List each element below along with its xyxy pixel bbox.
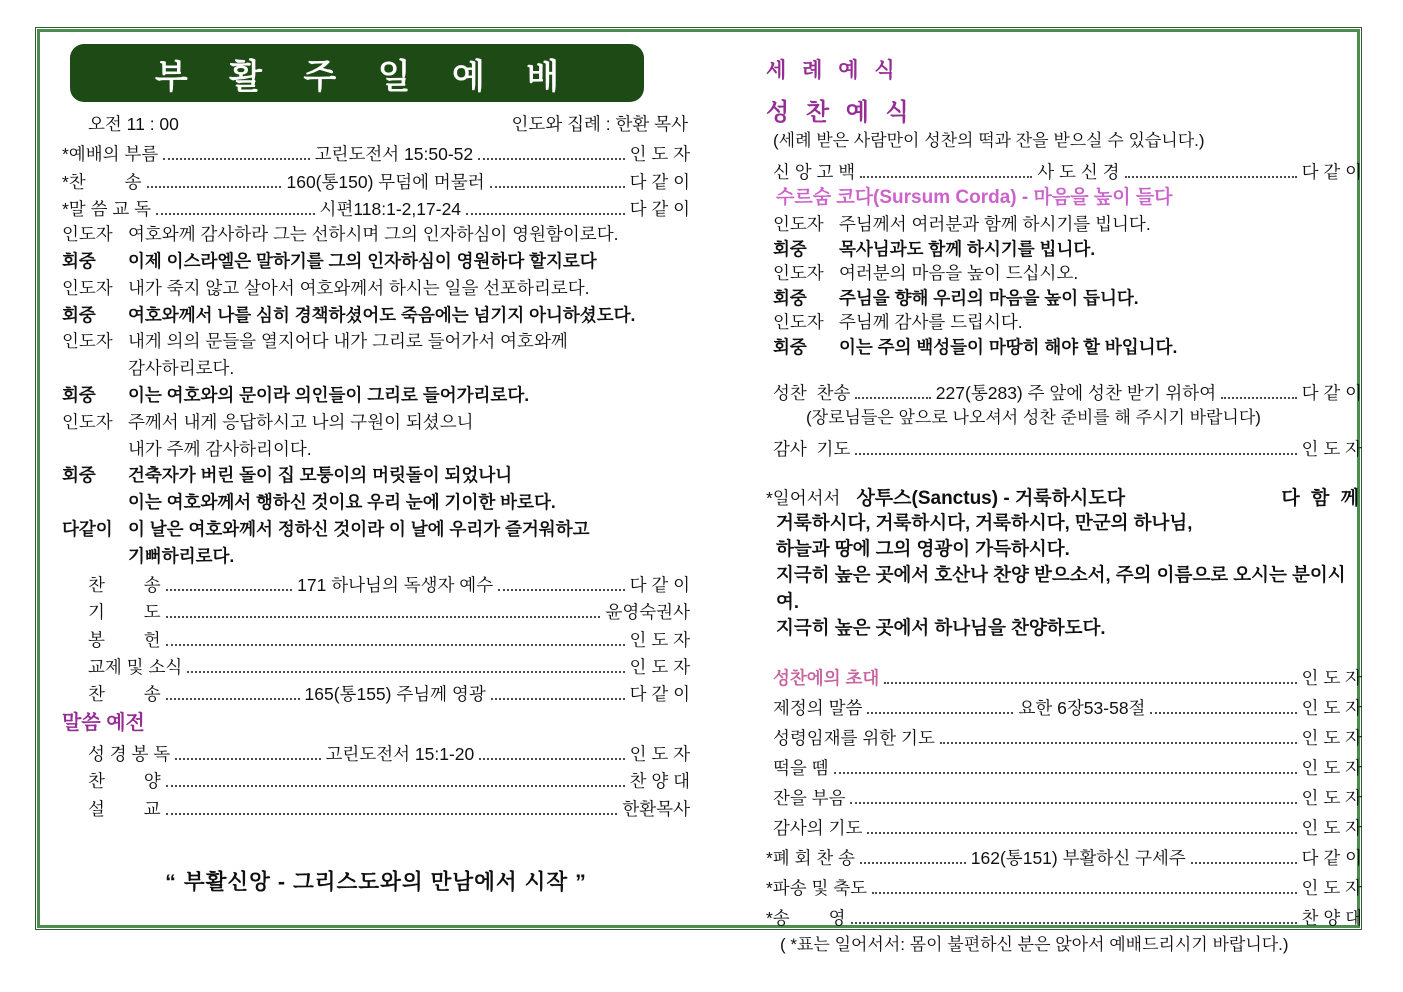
order-row-breaking-bread: [766, 750, 1362, 780]
order-performer: 다 같 이: [629, 171, 691, 192]
section-heading-communion: 성 찬 예 식: [766, 99, 914, 126]
order-label: *송 영: [766, 907, 846, 928]
responsive-text: 주님께 감사를 드립시다.: [839, 312, 1023, 333]
sanctus-line: 거룩하시다, 거룩하시다, 거룩하시다, 만군의 하나님,: [776, 511, 1193, 533]
page-border-frame: [35, 27, 1363, 954]
order-center: 고린도전서 15:50-52: [314, 144, 474, 165]
dot-leader: [867, 712, 1013, 714]
responsive-role: 회중: [62, 250, 96, 271]
order-label: *폐 회 찬 송: [766, 847, 856, 868]
responsive-line: [766, 286, 1362, 311]
dot-leader: [1150, 712, 1296, 714]
sanctus-title: 상투스(Sanctus) - 거룩하시도다: [856, 487, 1126, 509]
dot-leader: [872, 892, 1296, 894]
order-label: 감사 기도: [773, 438, 851, 459]
responsive-line: [62, 489, 690, 516]
order-row-closing-hymn: [766, 840, 1362, 870]
sanctus-line: 지극히 높은 곳에서 호산나 찬양 받으소서, 주의 이름으로 오시는 분이시여.: [776, 564, 1346, 612]
order-row-epiclesis: [766, 720, 1362, 750]
responsive-role: 인도자: [773, 312, 824, 333]
sanctus-stand-direction: *일어서서: [766, 487, 841, 508]
order-performer: 인 도 자: [1301, 727, 1362, 748]
page-title: 부 활 주 일 예 배: [154, 57, 576, 96]
order-center: 160(통150) 무덤에 머물러: [286, 171, 485, 192]
responsive-text: 건축자가 버린 돌이 집 모퉁이의 머릿돌이 되었나니: [128, 465, 513, 486]
dot-leader: [860, 862, 966, 864]
responsive-text: 여호와께서 나를 심히 경책하셨어도 죽음에는 넘기지 아니하셨도다.: [128, 304, 636, 325]
order-performer: 인 도 자: [629, 144, 691, 165]
responsive-role: [62, 436, 128, 463]
order-row-benediction: [766, 870, 1362, 900]
responsive-role: 회중: [773, 336, 807, 357]
order-performer: 한환목사: [622, 798, 690, 819]
order-row-hymn: [62, 679, 690, 706]
order-label: 기 도: [88, 602, 161, 623]
order-performer: 인 도 자: [1301, 438, 1362, 459]
dot-leader: [166, 813, 618, 815]
responsive-line: [62, 436, 690, 463]
responsive-line: [62, 409, 690, 436]
dot-leader: [166, 698, 300, 700]
responsive-role: 회중: [62, 384, 96, 405]
responsive-role: 인도자: [773, 263, 824, 284]
dot-leader: [855, 397, 930, 399]
order-label: *파송 및 축도: [766, 877, 868, 898]
responsive-role: 다같이: [62, 518, 113, 539]
responsive-text: 내가 죽지 않고 살아서 여호와께서 하시는 일을 선포하리로다.: [128, 277, 590, 298]
dot-leader: [166, 785, 625, 787]
order-performer: 인 도 자: [629, 657, 690, 678]
responsive-text: 내게 의의 문들을 열지어다 내가 그리로 들어가서 여호와께: [128, 331, 568, 352]
elders-instruction-note: (장로님들은 앞으로 나오셔서 성찬 준비를 해 주시기 바랍니다): [806, 407, 1261, 427]
order-row-sermon: [62, 793, 690, 820]
order-performer: 다 같 이: [629, 199, 691, 220]
responsive-role: 인도자: [773, 214, 824, 234]
order-performer: 인 도 자: [629, 743, 691, 764]
responsive-text: 여호와께 감사하라 그는 선하시며 그의 인자하심이 영원함이로다.: [128, 224, 619, 245]
responsive-text: 이제 이스라엘은 말하기를 그의 인자하심이 영원하다 할지로다: [128, 250, 597, 271]
order-label: 성 경 봉 독: [88, 743, 171, 764]
dot-leader: [491, 698, 625, 700]
order-label: 잔을 부음: [773, 787, 846, 808]
order-performer: 다 같 이: [1301, 162, 1363, 182]
order-label: *말 씀 교 독: [62, 199, 152, 220]
responsive-role: [62, 543, 128, 570]
dot-leader: [147, 186, 282, 188]
order-row-prayer: [62, 597, 690, 624]
section-heading-baptism: 세 례 예 식: [766, 59, 900, 82]
sanctus-heading: [766, 483, 1362, 510]
service-officiant: 인도와 집례 : 한환 목사: [511, 114, 688, 134]
responsive-role: 인도자: [62, 224, 113, 245]
order-row-responsive-reading: [62, 194, 690, 221]
responsive-line: [766, 310, 1362, 335]
order-performer: 인 도 자: [1301, 667, 1362, 688]
dot-leader: [163, 158, 309, 160]
order-performer: 다 같 이: [1301, 382, 1363, 403]
dot-leader: [166, 616, 601, 618]
dot-leader: [498, 589, 624, 591]
dot-leader: [466, 213, 625, 215]
page-border-frame-inner: [37, 29, 1363, 954]
order-label: 감사의 기도: [773, 817, 863, 838]
dot-leader: [187, 671, 624, 673]
dot-leader: [490, 186, 625, 188]
order-performer: 다 같 이: [629, 684, 691, 705]
dot-leader: [855, 453, 1296, 455]
order-label: 신 앙 고 백: [773, 162, 856, 182]
responsive-role: 인도자: [62, 411, 113, 432]
order-row-hymn: [62, 570, 690, 597]
responsive-text: 이는 여호와께서 행하신 것이요 우리 눈에 기이한 바로다.: [128, 492, 556, 513]
order-center: 162(통151) 부활하신 구세주: [970, 847, 1186, 868]
order-row-thanksgiving-prayer: [766, 431, 1362, 461]
order-label: 찬 송: [88, 684, 161, 705]
order-center: 171 하나님의 독생자 예수: [297, 574, 494, 595]
sanctus-line: 지극히 높은 곳에서 하나님을 찬양하도다.: [776, 617, 1106, 639]
order-row-offering: [62, 624, 690, 651]
responsive-text: 주님께서 여러분과 함께 하시기를 빕니다.: [839, 214, 1151, 234]
responsive-line: [62, 275, 690, 302]
communion-note: (세례 받은 사람만이 성찬의 떡과 잔을 받으실 수 있습니다.): [773, 131, 1205, 150]
order-center: 165(통155) 주님께 영광: [304, 684, 486, 705]
order-center: 고린도전서 15:1-20: [325, 743, 475, 764]
order-label: 성찬 찬송: [773, 382, 851, 403]
responsive-line: [62, 462, 690, 489]
order-performer: 인 도 자: [1301, 697, 1363, 718]
responsive-line: [62, 221, 690, 248]
order-row-announcements: [62, 652, 690, 679]
dot-leader: [940, 742, 1297, 744]
responsive-text: 내가 주께 감사하리이다.: [128, 438, 312, 459]
dot-leader: [834, 772, 1297, 774]
dot-leader: [850, 802, 1296, 804]
section-heading-word-liturgy: 말씀 예전: [62, 712, 145, 735]
responsive-line: [62, 516, 690, 543]
responsive-text: 목사님과도 함께 하시기를 빕니다.: [839, 238, 1096, 259]
order-center: 시편118:1-2,17-24: [319, 199, 462, 220]
dot-leader: [860, 176, 1032, 178]
responsive-role: 회중: [773, 287, 807, 308]
order-row-scripture-reading: [62, 738, 690, 765]
dot-leader: [175, 758, 320, 760]
dot-leader: [166, 644, 625, 646]
responsive-role: 회중: [773, 238, 807, 259]
order-row-call-to-worship: [62, 139, 690, 166]
title-banner: [70, 44, 644, 102]
order-label: 제정의 말씀: [773, 697, 863, 718]
dot-leader: [1191, 862, 1297, 864]
responsive-line: [62, 328, 690, 355]
responsive-line: [766, 261, 1362, 286]
dot-leader: [1221, 397, 1296, 399]
order-performer: 인 도 자: [1301, 787, 1362, 808]
order-performer: 인 도 자: [1301, 757, 1362, 778]
order-label: 찬 양: [88, 771, 161, 792]
order-label: 떡을 뗌: [773, 757, 829, 778]
responsive-role: 회중: [62, 304, 96, 325]
order-row-invitation: [766, 660, 1362, 690]
order-row-communion-hymn: [766, 375, 1362, 405]
order-row-creed: [766, 154, 1362, 184]
order-row-doxology: [766, 900, 1362, 930]
order-center: 사 도 신 경: [1037, 162, 1120, 182]
responsive-role: [62, 489, 128, 516]
order-performer: 인 도 자: [1301, 817, 1362, 838]
order-row-words-of-institution: [766, 690, 1362, 720]
responsive-text: 이 날은 여호와께서 정하신 것이라 이 날에 우리가 즐거워하고: [128, 518, 590, 539]
dot-leader: [851, 922, 1297, 924]
order-performer: 찬 양 대: [629, 771, 690, 792]
service-meta: [62, 111, 688, 136]
order-row-anthem: [62, 766, 690, 793]
left-column: [62, 44, 690, 896]
responsive-role: [62, 355, 128, 382]
order-performer: 인 도 자: [1301, 877, 1362, 898]
responsive-role: 회중: [62, 465, 96, 486]
responsive-line: [62, 382, 690, 409]
dot-leader: [867, 832, 1296, 834]
responsive-role: 인도자: [62, 277, 113, 298]
sanctus-line: 하늘과 땅에 그의 영광이 가득하시다.: [776, 537, 1070, 559]
order-performer: 윤영숙권사: [605, 602, 690, 623]
responsive-text: 주께서 내게 응답하시고 나의 구원이 되셨으니: [128, 411, 474, 432]
responsive-line: [766, 237, 1362, 262]
responsive-line: [62, 355, 690, 382]
responsive-line: [766, 212, 1362, 237]
dot-leader: [479, 758, 624, 760]
responsive-line: [766, 335, 1362, 360]
order-performer: 인 도 자: [629, 629, 690, 650]
order-row-prayer-of-thanks: [766, 810, 1362, 840]
dot-leader: [478, 158, 624, 160]
order-label: *예배의 부름: [62, 144, 159, 165]
responsive-line: [62, 543, 690, 570]
responsive-text: 주님을 향해 우리의 마음을 높이 듭니다.: [839, 287, 1139, 308]
responsive-text: 감사하리로다.: [128, 358, 235, 379]
order-label: *찬 송: [62, 171, 142, 192]
order-center: 227(통283) 주 앞에 성찬 받기 위하여: [935, 382, 1217, 403]
dot-leader: [884, 682, 1296, 684]
responsive-role: 인도자: [62, 331, 113, 352]
order-label: 성령임재를 위한 기도: [773, 727, 935, 748]
dot-leader: [156, 213, 315, 215]
responsive-text: 이는 여호와의 문이라 의인들이 그리로 들어가리로다.: [128, 384, 530, 405]
order-center: 요한 6장53-58절: [1018, 697, 1146, 718]
order-performer: 다 같 이: [629, 574, 691, 595]
sermon-theme-quote: “ 부활신앙 - 그리스도와의 만남에서 시작 ”: [165, 869, 587, 894]
service-time: 오전 11 : 00: [88, 114, 179, 134]
responsive-text: 이는 주의 백성들이 마땅히 해야 할 바입니다.: [839, 336, 1178, 357]
responsive-text: 여러분의 마음을 높이 드십시오.: [839, 263, 1079, 284]
right-column: [766, 58, 1362, 960]
order-performer: 다 같 이: [1301, 847, 1362, 868]
order-label: 찬 송: [88, 574, 161, 595]
asterisk-footnote: ( *표는 일어서서: 몸이 불편하신 분은 앉아서 예배드리시기 바랍니다.): [780, 934, 1289, 954]
subheading-sursum-corda: 수르숨 코다(Sursum Corda) - 마음을 높이 들다: [776, 187, 1173, 208]
order-label: 설 교: [88, 798, 161, 819]
responsive-text: 기뻐하리로다.: [128, 545, 235, 566]
responsive-line: [62, 248, 690, 275]
order-row-pouring-cup: [766, 780, 1362, 810]
order-label: 교제 및 소식: [88, 657, 183, 678]
dot-leader: [1125, 176, 1297, 178]
order-label: 봉 헌: [88, 629, 161, 650]
order-performer: 찬 양 대: [1301, 907, 1362, 928]
order-label: 성찬에의 초대: [773, 667, 880, 688]
responsive-line: [62, 302, 690, 329]
dot-leader: [166, 589, 292, 591]
order-row-hymn: [62, 166, 690, 193]
sanctus-performer: 다 함 께: [1281, 487, 1362, 509]
